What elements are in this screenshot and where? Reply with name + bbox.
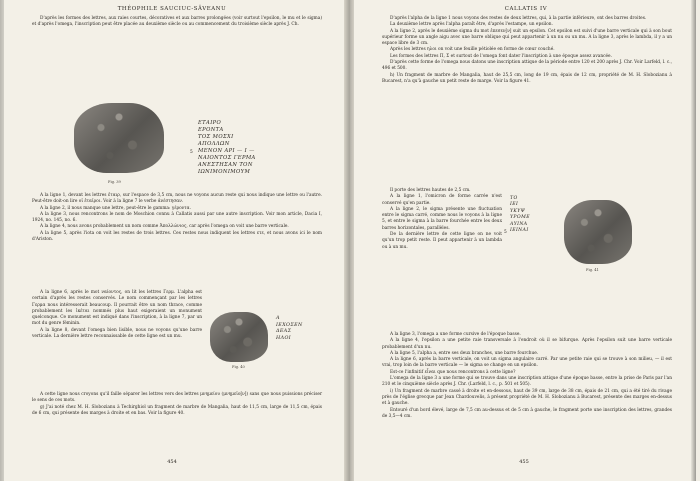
fig41-stone-photo <box>564 200 632 264</box>
right-commentary-bottom: A la ligne 3, l'omega a une forme cursive de l'époque basse. A la ligne 4, l'epsilon a une petite raie transversale à l'endroit où il se bifurque. Après l'epsilon suit une barre verticale probablement d'un nu. A la ligne 5, l'alpha a, entre ses deux branches, une barre fourchue. A la ligne 6, après la barre verticale, on voit un sigma angulaire carré. Par une petite raie qui se trouve à son milieu, — il est vrai, trop loin de la barre verticale — le sigma se change en un epsilon. Est-ce l'infinitif εἶναι que nous rencontrons à cette ligne? L'omega de la ligne 3 a une forme qui se trouve dans une inscription attique d'une époque basse, entre la prise de Paris par l'an 210 et le cinquième siècle après J. Chr. (Larfeld, l. c., p. 501 et 505). i) Un fragment de marbre cassé à droite et en-dessous, haut de 39 cm, large de 38 cm, épais de 21 cm, qui a été tiré du rivage près de l'église grecque par Jean Chardouvelis, à présent propriété de M. H. Slobozianu à Bucarest, présente des marges en-dessus et à gauche. Entouré d'un bord élevé, large de 7,5 cm au-dessus et de 5 cm à gauche, le fragment porte une inscription des lettres, grandes de 3,5—4 cm. <box>382 332 672 419</box>
fig40-inscription: Α ΙΕΧΟΣΕΝ ΔΕΑΣ ΗΛΟΙ <box>276 316 303 341</box>
fig40-caption: Fig. 40 <box>232 365 245 369</box>
left-commentary-top: A la ligne 1, devant les lettres ἑταιρ, sur l'espace de 3,5 cm, nous ne voyons aucun reste qui nous indique une lettre ou l'autre. Peut-être doit-on lire οἱ ἑταῖροι. Voir à la ligne 7 le verbe ἀνέστησαν. A la ligne 2, il nous manque une lettre, peut-être le gamma: γέροντα. A la ligne 3, nous rencontrons le nom de Moschion connu à Callatis aussi par une autre inscription. Voir mon article, Dacia I, 1924, no. 145, no. 6. A la ligne 4, nous avons probablement un nom comme Ἀπολλώνιος, car après l'omega on voit une barre verticale. A la ligne 5, après l'iota on voit les restes de trois lettres. Ces restes nous indiquent les lettres ετε, et nous avons ici le nom d'Ariston. <box>32 193 322 243</box>
right-commentary-wrapped: Il porte des lettres hautes de 2,5 cm. A la ligne 1, l'omicron de forme carrée n'est conservé qu'en partie. A la ligne 2, le sigma présente une fluctuation entre le sigma carré, comme nous le voyons à la ligne 5, et entre le sigma à la barre fourchée entre les deux barres horizontales, parallèles. De la dernière lettre de cette ligne on ne voit qu'un trop petit reste. Il peut appartenir à un lambda ou à un mu. <box>382 188 502 250</box>
right-commentary-top: D'après l'alpha de la ligne 1 nous voyons des restes de deux lettres, qui, à la partie inférieure, ont des barres droites. La deuxième lettre après l'alpha paraît être, d'après l'estampe, un epsilon. A la ligne 2, après le deuxième sigma du mot ἐπεσεν[ν] suit un epsilon. Cet epsilon est suivi d'une barre verticale qui à son bout supérieur forme un angle aigu avec une barre oblique qui peut appartenir à un nu ou un mu. A la ligne 3, après le lambda, il y a un espace libre de 3 cm. Après les lettres ηλοι on voit une feuille pétiolée en forme de cœur couché. Les formes des lettres Π, Σ et surtout de l'omega font dater l'inscription à une époque assez avancée. D'après cette forme de l'omega nous datons une inscription attique de la période entre 120 et 200 après J. Chr. Voir Larfeld, l. c., 496 et 500. h) Un fragment de marbre de Mangalia, haut de 25,5 cm, long de 19 cm, épais de 12 cm, propriété de M. H. Slobozianu à Bucarest, n'a qu'à gauche un petit reste de marge. Voir la figure 41. <box>382 16 672 84</box>
left-intro-paragraph: D'après les formes des lettres, aux raies courtes, décoratives et aux barres prolongées (voir surtout l'epsilon, le mu et le sigma) et d'après l'omega, l'inscription peut être placée au deuxième siècle ou au commencement du troisième siècle après J. Ch. <box>32 16 322 28</box>
fig39-stone-photo <box>74 103 164 173</box>
fig40-stone-photo <box>210 312 268 362</box>
left-page-number: 454 <box>167 459 177 465</box>
page-edge <box>691 0 696 481</box>
fig41-line-number: 5 <box>504 230 507 235</box>
left-commentary-bottom: A cette ligne nous croyons qu'il faille séparer les lettres vers des lettres μνημείου (μνημεῖο[ν]) sans que nous puissions préciser le sens de ces mots. g) J'ai noté chez M. H. Slobozianu à Techirghiol un fragment de marbre de Mangalia, haut de 11,5 cm, large de 11,5 cm, épais de 6 cm, qui présente des marges à droite et en bas. Voir la figure 40. <box>32 392 322 416</box>
right-running-head: CALLATIS IV <box>504 6 548 12</box>
fig39-inscription: ΕΤΑΙΡΟ ΕΡΟΝΤΑ ΤΟΣ ΜΟΣΧΙ ΑΠΟΛΛΩΝ ΜΕΝΟΝ ΑΡΙ — Ι — ΝΑΙΟΝΤΟΣ ΓΕΡΜΑ ΑΝΕΣΤΗΣΑΝ ΤΟΝ ΙΩΝΙΜΟΝΙΜΟΥΜ <box>198 120 256 175</box>
fig39-line-number: 5 <box>190 150 193 155</box>
left-page <box>4 0 346 481</box>
left-running-head: THÉOPHILE SAUCIUC-SĂVEANU <box>117 6 227 12</box>
fig41-inscription: ΤΟ ΙΕΙ ΥΚΥΨ ΥΡΟΜΕ ΑΥΙΝΑ ΙΕΙΝΑΙ <box>510 196 530 234</box>
fig39-caption: Fig. 39 <box>108 180 121 184</box>
right-page-number: 455 <box>519 459 529 465</box>
fig41-caption: Fig. 41 <box>586 268 599 272</box>
right-page <box>354 0 696 481</box>
left-commentary-wrapped: A la ligne 6, après le mot ναίοντος, on lit les lettres Γερμ. L'alpha est certain d'après les restes conservés. Le nom commençant par les lettres Γερμα nous intéresserait beaucoup. Il pourrait être un nom thrace, comme probablement les ἱκέται nommés plus haut exigeraient un monument quelconque. Ce monument est indiqué dans l'inscription, à la ligne 7, par un mot du genre féminin. A la ligne 8, devant l'omega bien lisible, nous ne voyons qu'une barre verticale. La dernière lettre reconnaissable de cette ligne est un mu. <box>32 290 202 340</box>
